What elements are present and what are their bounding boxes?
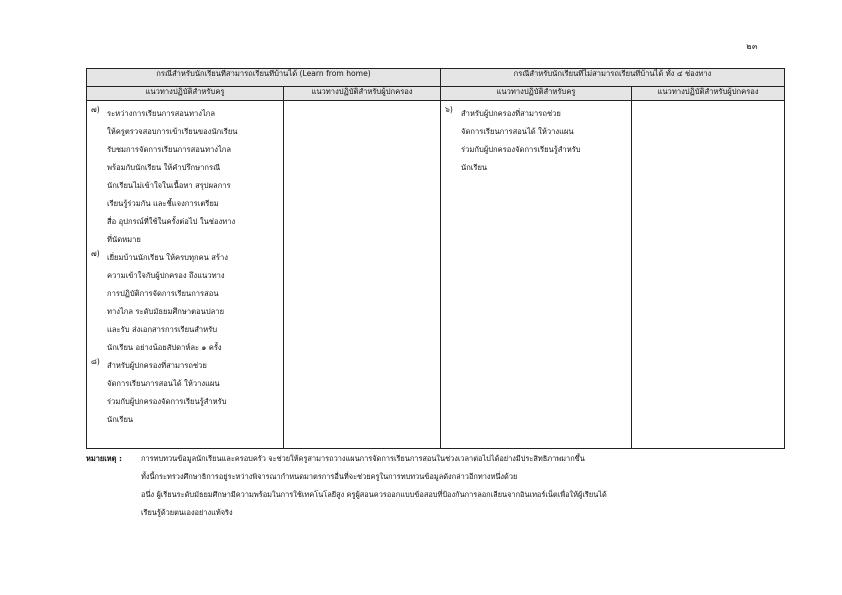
list-item (91, 105, 279, 249)
item-line: จัดการเรียนการสอนได้ ให้วางแผน (461, 127, 574, 136)
group-header-learn-from-home: กรณีสำหรับนักเรียนที่สามารถเรียนที่บ้านได้ (Learn from home) (87, 69, 441, 87)
item-number: ๖) (445, 105, 453, 114)
group-header-row (87, 69, 785, 87)
sub-header-parent-1: แนวทางปฏิบัติสำหรับผู้ปกครอง (284, 87, 441, 101)
notes-line: การทบทวนข้อมูลนักเรียนและครอบครัว จะช่วยให้ครูสามารถวางแผนการจัดการเรียนการสอนในช่วงเวลาต่อไปได้อย่างมีประสิทธิภาพมากขึ้น (141, 454, 585, 463)
sub-header-parent-2: แนวทางปฏิบัติสำหรับผู้ปกครอง (632, 87, 785, 101)
notes-line: เรียนรู้ด้วยตนเองอย่างแท้จริง (141, 508, 233, 517)
item-number: ๗) (91, 249, 100, 258)
sub-header-teacher-1: แนวทางปฏิบัติสำหรับครู (87, 87, 284, 101)
item-line: ความเข้าใจกับผู้ปกครอง ถึงแนวทาง (107, 271, 225, 280)
item-line: เรียนรู้ร่วมกัน และชี้แจงการเตรียม (107, 199, 219, 208)
item-line: สำหรับผู้ปกครองที่สามารถช่วย (107, 361, 207, 370)
item-line: ทางไกล ระดับมัธยมศึกษาตอนปลาย (107, 307, 225, 316)
page-number: ๒๓ (746, 42, 758, 51)
item-number: ๗) (91, 105, 100, 114)
group-header-cannot-learn-at-home: กรณีสำหรับนักเรียนที่ไม่สามารถเรียนที่บ้านได้ ทั้ง ๔ ช่องทาง (441, 69, 785, 87)
item-line: เยี่ยมบ้านนักเรียน ให้ครบทุกคน สร้าง (107, 253, 228, 262)
list-item (445, 105, 627, 177)
notes-label: หมายเหตุ : (86, 454, 122, 463)
notes-line: ทั้งนี้กระทรวงศึกษาธิการอยู่ระหว่างพิจารณากำหนดมาตรการอื่นที่จะช่วยครูในการทบทวนข้อมูลดังกล่าวอีกทางหนึ่งด้วย (141, 472, 518, 481)
item-line: และรับ ส่งเอกสารการเรียนสำหรับ (107, 325, 218, 334)
item-line: รับชมการจัดการเรียนการสอนทางไกล (107, 145, 232, 154)
item-line: จัดการเรียนการสอนได้ ให้วางแผน (107, 379, 220, 388)
item-line: ร่วมกับผู้ปกครองจัดการเรียนรู้สำหรับ (461, 145, 581, 154)
list-item (91, 249, 279, 357)
item-line: นักเรียน (107, 415, 134, 424)
item-line: ระหว่างการเรียนการสอนทางไกล (107, 109, 216, 118)
item-number: ๘) (91, 357, 100, 366)
item-line: ร่วมกับผู้ปกครองจัดการเรียนรู้สำหรับ (107, 397, 227, 406)
parent-guidelines-home-cell (284, 101, 441, 449)
teacher-guidelines-no-home-cell (441, 101, 632, 449)
item-line: ที่นัดหมาย (107, 235, 141, 244)
item-line: พร้อมกับนักเรียน ให้คำปรึกษากรณี (107, 163, 221, 172)
notes-line: อนึ่ง ผู้เรียนระดับมัธยมศึกษามีความพร้อมในการใช้เทคโนโลยีสูง ครูผู้สอนควรออกแบบข้อสอบที่ป้องกันการลอกเลียนจากอินเทอร์เน็ตเพื่อให้ผู้เรียนได้ (141, 490, 607, 499)
sub-header-row (87, 87, 785, 101)
item-line: นักเรียน อย่างน้อยสัปดาห์ละ ๑ ครั้ง (107, 343, 222, 352)
teacher-guidelines-home-cell (87, 101, 284, 449)
guidelines-table (86, 68, 785, 449)
item-line: สำหรับผู้ปกครองที่สามารถช่วย (461, 109, 561, 118)
item-line: นักเรียน (461, 163, 488, 172)
item-line: นักเรียนไม่เข้าใจในเนื้อหา สรุปผลการ (107, 181, 231, 190)
item-line: สื่อ อุปกรณ์ที่ใช้ในครั้งต่อไป ในช่องทาง (107, 217, 236, 226)
notes-section (86, 450, 786, 522)
sub-header-teacher-2: แนวทางปฏิบัติสำหรับครู (441, 87, 632, 101)
list-item (91, 357, 279, 429)
item-line: การปฏิบัติการจัดการเรียนการสอน (107, 289, 219, 298)
item-line: ให้ครูตรวจสอบการเข้าเรียนของนักเรียน (107, 127, 238, 136)
content-row (87, 101, 785, 449)
parent-guidelines-no-home-cell (632, 101, 785, 449)
